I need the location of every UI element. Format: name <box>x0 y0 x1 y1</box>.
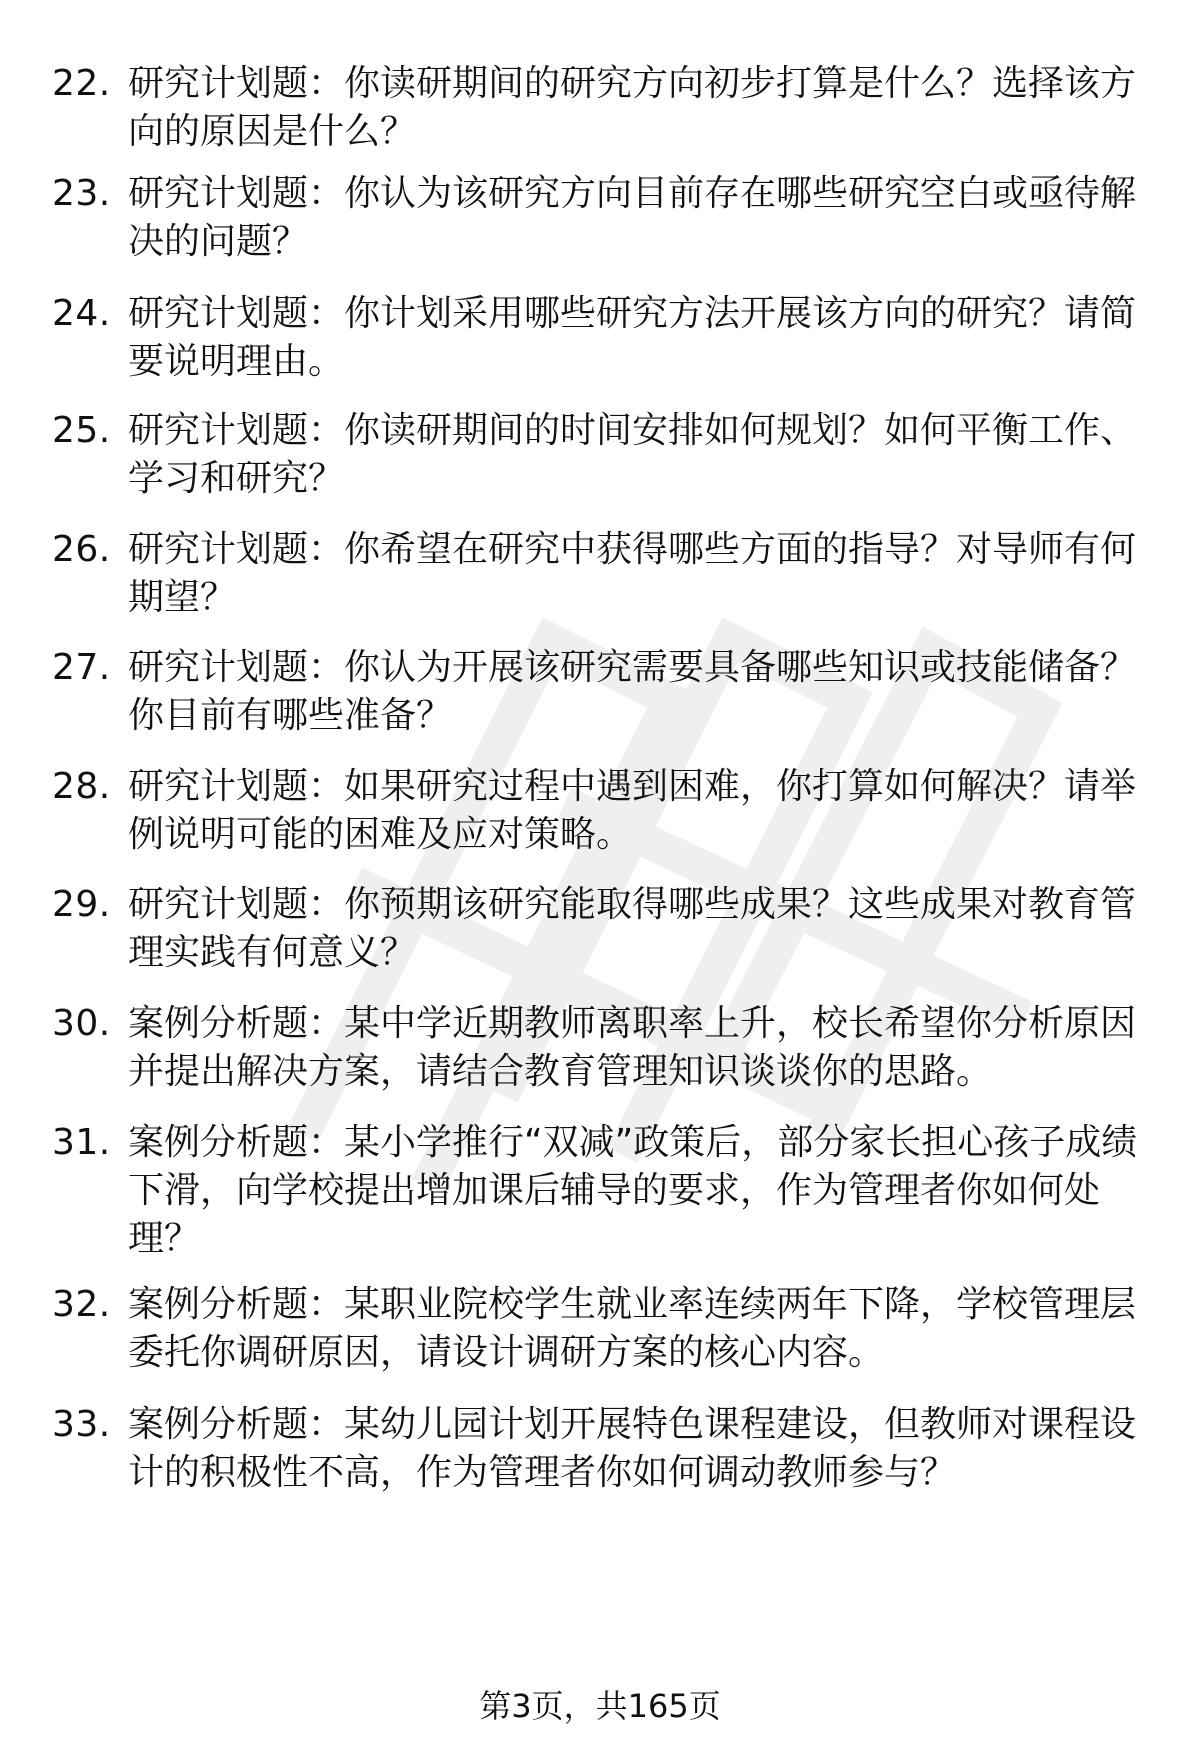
question-number: 25. <box>52 410 111 451</box>
question-text: 研究计划题：你计划采用哪些研究方法开展该方向的研究？请简要说明理由。 <box>128 293 1137 382</box>
question-number: 28. <box>52 766 111 807</box>
question-text: 研究计划题：你读研期间的研究方向初步打算是什么？选择该方向的原因是什么？ <box>128 63 1137 152</box>
question-number: 32. <box>52 1284 111 1325</box>
question-text: 研究计划题：如果研究过程中遇到困难，你打算如何解决？请举例说明可能的困难及应对策略。 <box>128 766 1137 855</box>
question-number: 24. <box>52 293 111 334</box>
question-number: 31. <box>52 1122 111 1163</box>
question-text: 研究计划题：你认为开展该研究需要具备哪些知识或技能储备？你目前有哪些准备？ <box>128 647 1137 736</box>
question-number: 26. <box>52 529 111 570</box>
question-text: 研究计划题：你读研期间的时间安排如何规划？如何平衡工作、学习和研究？ <box>128 410 1137 499</box>
question-text: 案例分析题：某中学近期教师离职率上升，校长希望你分析原因并提出解决方案，请结合教育管理知识谈谈你的思路。 <box>128 1003 1137 1092</box>
question-text: 研究计划题：你预期该研究能取得哪些成果？这些成果对教育管理实践有何意义？ <box>128 884 1137 973</box>
question-text: 案例分析题：某小学推行“双减”政策后，部分家长担心孩子成绩下滑，向学校提出增加课后辅导的要求，作为管理者你如何处理？ <box>128 1122 1138 1259</box>
question-text: 案例分析题：某幼儿园计划开展特色课程建设，但教师对课程设计的积极性不高，作为管理者你如何调动教师参与？ <box>128 1404 1137 1493</box>
question-number: 22. <box>52 63 111 104</box>
question-text: 研究计划题：你希望在研究中获得哪些方面的指导？对导师有何期望？ <box>128 529 1137 618</box>
question-number: 29. <box>52 884 111 925</box>
question-number: 27. <box>52 647 111 688</box>
page-footer: 第3页，共165页 <box>479 1687 721 1725</box>
question-number: 33. <box>52 1404 111 1445</box>
question-text: 案例分析题：某职业院校学生就业率连续两年下降，学校管理层委托你调研原因，请设计调研方案的核心内容。 <box>128 1284 1137 1373</box>
question-text: 研究计划题：你认为该研究方向目前存在哪些研究空白或亟待解决的问题？ <box>128 173 1137 262</box>
question-number: 30. <box>52 1003 111 1044</box>
question-number: 23. <box>52 173 111 214</box>
